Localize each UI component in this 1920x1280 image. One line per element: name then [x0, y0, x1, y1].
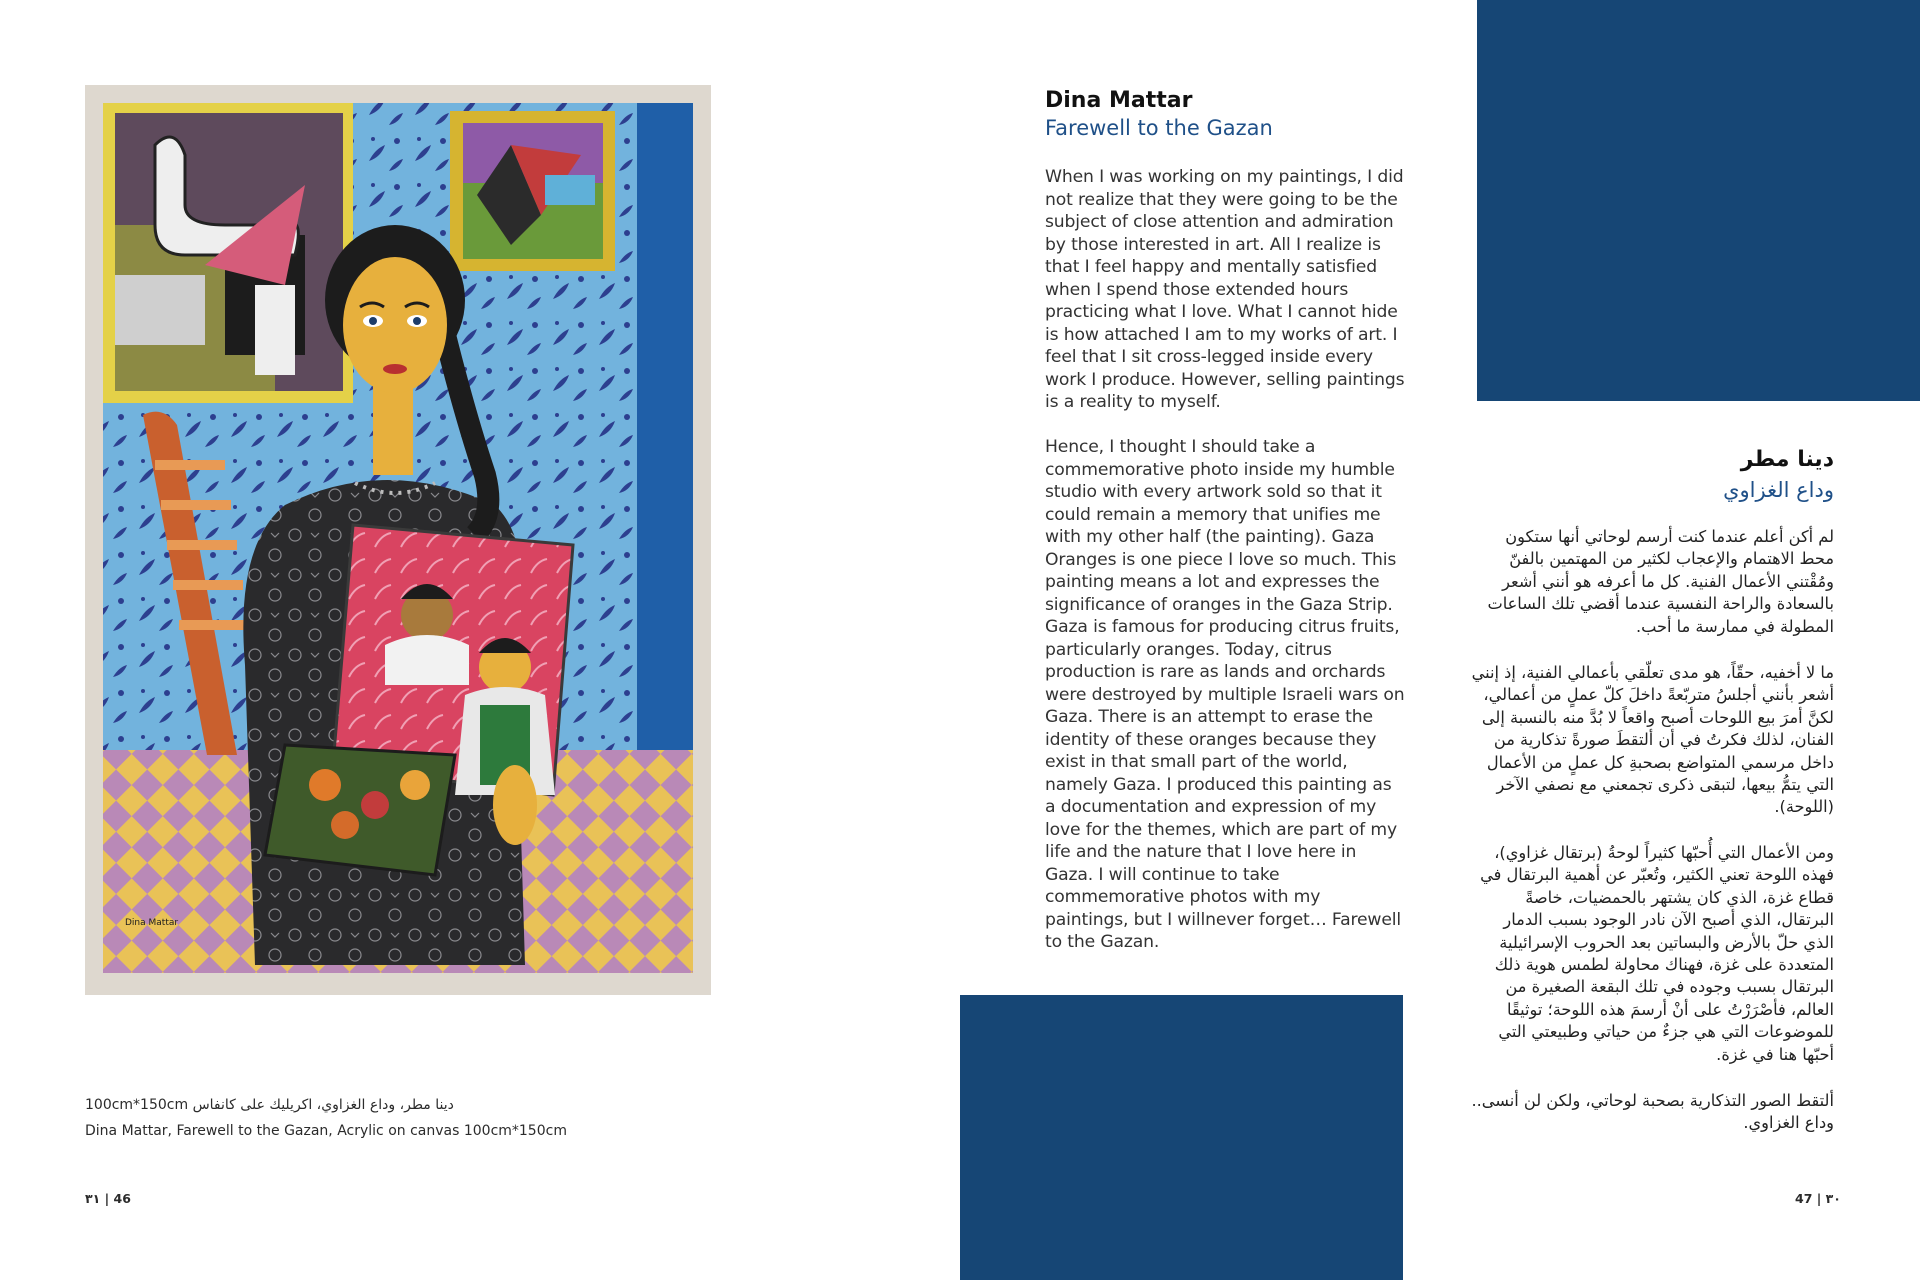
- page-number-right: 47 | ٣٠: [1795, 1191, 1841, 1206]
- english-text-2: [1045, 436, 1407, 954]
- artist-name-arabic: دينا مطر: [1740, 447, 1834, 472]
- arabic-paragraph-4: ألتقط الصور التذكارية بصحبة لوحاتي، ولكن لن أنسى.. وداع الغزاوي.: [1471, 1091, 1834, 1133]
- english-paragraph-2: Hence, I thought I should take a commemorative photo inside my humble studio with every artwork sold so that it could remain a memory that unifies me with my other half (the painting). Gaza Oranges is one piece I love so much. This painting means a lot and expresses the significance of oranges in the Gaza Strip. Gaza is famous for producing citrus fruits, particularly oranges. Today, citrus production is rare as lands and orchards were destroyed by multiple Israeli wars on Gaza. There is an attempt to erase the identity of these oranges because they exist in that small part of the world, namely Gaza. I produced this painting as a documentation and expression of my love for the themes, which are part of my life and the nature that I love here in Gaza. I will continue to take commemorative photos with my paintings, but I willnever forget… Farewell to the Gazan.: [1045, 437, 1405, 952]
- arabic-paragraph-3: ومن الأعمال التي أُحبّها كثيراً لوحةُ (برتقال غزاوي)، فهذه اللوحة تعني الكثير، وتُعبّر عن أهمية البرتقال في قطاع غزة، الذي كان يشتهر بالحمضيات، خاصةً البرتقال، الذي أصبح الآن نادر الوجود بسبب الدمار الذي حلّ بالأرض والبساتين بعد الحروب الإسرائيلية المتعددة على غزة، فهناك محاولة لطمس هوية ذلك البرتقال بسبب وجوده في تلك البقعة الصغيرة من العالم، فأصْرَرْتُ على أنْ أرسمَ هذه اللوحة؛ توثيقًا للموضوعات التي هي جزءٌ من حياتي وطبيعتي التي أحبّها هنا في غزة.: [1480, 843, 1834, 1064]
- arabic-paragraph-2: ما لا أخفيه، حقّاً، هو مدى تعلّقي بأعمالي الفنية، إذ إنني أشعر بأنني أجلسُ متربّعةً داخلَ كلّ عملٍ من أعمالي، لكنَّ أمرَ بيع اللوحات أصبح واقعاً لا بُدَّ منه بالنسبة إلى الفنان، لذلك فكرتُ في أن ألتقطَ صورةً تذكارية من داخل مرسمي المتواضع بصحبةِ كل عملٍ من الأعمال التي يتمُّ بيعها، لتبقى ذكرى تجمعني مع نصفي الآخر (اللوحة).: [1471, 663, 1834, 817]
- painting-image: [85, 85, 711, 995]
- english-paragraph-1: When I was working on my paintings, I did not realize that they were going to be the subject of close attention and admiration by those interested in art. All I realize is that I feel happy and mentally satisfied when I spend those extended hours practicing what I love. What I cannot hide is how attached I am to my works of art. I feel that I sit cross-legged inside every work I produce. However, selling paintings is a reality to myself.: [1045, 167, 1405, 412]
- arabic-paragraph-1: لم أكن أعلم عندما كنت أرسم لوحاتي أنها ستكون محط الاهتمام والإعجاب لكثير من المهتمين بالفنّ ومُقْتني الأعمال الفنية. كل ما أعرفه هو أنني أشعر بالسعادة والراحة النفسية عندما أقضي تلك الساعات المطولة في ممارسة ما أحب.: [1487, 527, 1834, 636]
- artwork-title-english: Farewell to the Gazan: [1045, 116, 1273, 140]
- bottom-center-blue-block: [960, 995, 1403, 1280]
- caption-english: Dina Mattar, Farewell to the Gazan, Acrylic on canvas 100cm*150cm: [85, 1123, 567, 1139]
- arabic-paragraph-2-block: [1469, 662, 1834, 819]
- page-number-left: ٣١ | 46: [85, 1191, 131, 1206]
- top-right-blue-block: [1477, 0, 1920, 401]
- painting-signature: Dina Mattar: [125, 918, 179, 928]
- artwork-title-arabic: وداع الغزاوي: [1723, 478, 1834, 502]
- arabic-paragraph-1-block: [1469, 526, 1834, 638]
- arabic-paragraph-4-block: [1469, 1090, 1834, 1135]
- arabic-paragraph-3-block: [1469, 842, 1834, 1066]
- artist-name-english: Dina Mattar: [1045, 88, 1193, 113]
- caption-arabic: دينا مطر، وداع الغزاوي، اكريليك على كانفاس 100cm*150cm: [85, 1097, 454, 1113]
- english-text: [1045, 166, 1407, 414]
